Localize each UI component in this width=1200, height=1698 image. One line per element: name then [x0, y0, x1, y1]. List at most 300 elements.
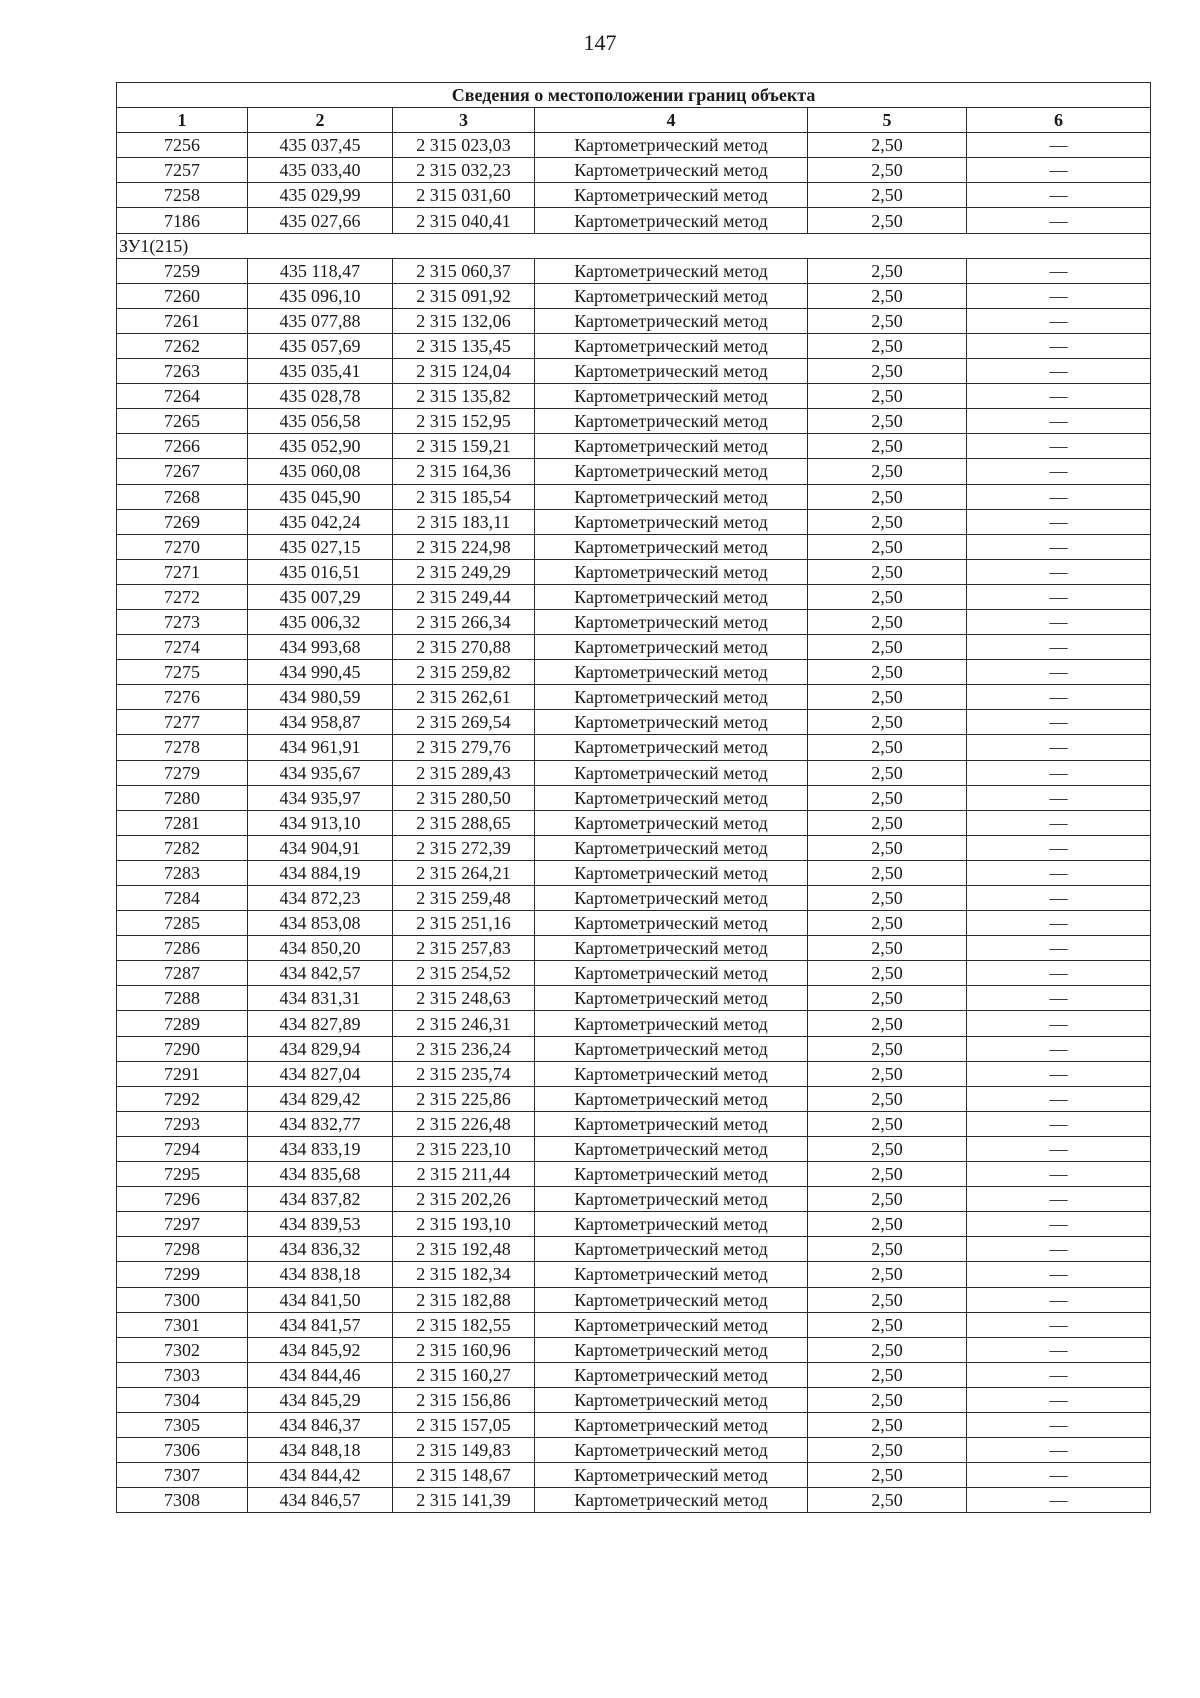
description-cell: — [967, 384, 1151, 409]
description-cell: — [967, 635, 1151, 660]
column-header-1: 1 [117, 108, 248, 133]
point-number-cell: 7257 [117, 158, 248, 183]
y-coordinate-cell: 2 315 031,60 [393, 183, 535, 208]
table-row [117, 534, 1151, 559]
description-cell: — [967, 333, 1151, 358]
accuracy-cell: 2,50 [808, 685, 967, 710]
method-cell: Картометрический метод [535, 660, 808, 685]
method-cell: Картометрический метод [535, 835, 808, 860]
y-coordinate-cell: 2 315 182,34 [393, 1262, 535, 1287]
point-number-cell: 7186 [117, 208, 248, 233]
x-coordinate-cell: 434 844,42 [248, 1463, 393, 1488]
y-coordinate-cell: 2 315 259,48 [393, 886, 535, 911]
x-coordinate-cell: 434 961,91 [248, 735, 393, 760]
x-coordinate-cell: 435 006,32 [248, 609, 393, 634]
accuracy-cell: 2,50 [808, 961, 967, 986]
point-number-cell: 7263 [117, 359, 248, 384]
description-cell: — [967, 886, 1151, 911]
description-cell: — [967, 1412, 1151, 1437]
table-row [117, 735, 1151, 760]
table-row [117, 911, 1151, 936]
table-row [117, 1237, 1151, 1262]
point-number-cell: 7281 [117, 810, 248, 835]
accuracy-cell: 2,50 [808, 359, 967, 384]
x-coordinate-cell: 434 980,59 [248, 685, 393, 710]
table-row [117, 484, 1151, 509]
table-row [117, 1262, 1151, 1287]
table-row [117, 986, 1151, 1011]
table-row [117, 1086, 1151, 1111]
method-cell: Картометрический метод [535, 1061, 808, 1086]
method-cell: Картометрический метод [535, 1011, 808, 1036]
table-row [117, 409, 1151, 434]
point-number-cell: 7285 [117, 911, 248, 936]
method-cell: Картометрический метод [535, 1488, 808, 1513]
table-row [117, 961, 1151, 986]
point-number-cell: 7258 [117, 183, 248, 208]
table-row [117, 283, 1151, 308]
x-coordinate-cell: 435 096,10 [248, 283, 393, 308]
x-coordinate-cell: 435 033,40 [248, 158, 393, 183]
y-coordinate-cell: 2 315 226,48 [393, 1111, 535, 1136]
point-number-cell: 7268 [117, 484, 248, 509]
x-coordinate-cell: 435 028,78 [248, 384, 393, 409]
table-row [117, 1337, 1151, 1362]
method-cell: Картометрический метод [535, 1111, 808, 1136]
y-coordinate-cell: 2 315 141,39 [393, 1488, 535, 1513]
point-number-cell: 7282 [117, 835, 248, 860]
y-coordinate-cell: 2 315 280,50 [393, 785, 535, 810]
page-number: 147 [583, 30, 617, 55]
table-row [117, 810, 1151, 835]
point-number-cell: 7270 [117, 534, 248, 559]
x-coordinate-cell: 434 935,67 [248, 760, 393, 785]
description-cell: — [967, 760, 1151, 785]
column-header-6: 6 [967, 108, 1151, 133]
accuracy-cell: 2,50 [808, 1412, 967, 1437]
accuracy-cell: 2,50 [808, 1111, 967, 1136]
table-row [117, 1412, 1151, 1437]
y-coordinate-cell: 2 315 224,98 [393, 534, 535, 559]
x-coordinate-cell: 434 993,68 [248, 635, 393, 660]
x-coordinate-cell: 435 077,88 [248, 308, 393, 333]
accuracy-cell: 2,50 [808, 1136, 967, 1161]
accuracy-cell: 2,50 [808, 484, 967, 509]
method-cell: Картометрический метод [535, 860, 808, 885]
y-coordinate-cell: 2 315 182,88 [393, 1287, 535, 1312]
description-cell: — [967, 660, 1151, 685]
accuracy-cell: 2,50 [808, 1438, 967, 1463]
table-row [117, 936, 1151, 961]
accuracy-cell: 2,50 [808, 183, 967, 208]
point-number-cell: 7287 [117, 961, 248, 986]
method-cell: Картометрический метод [535, 685, 808, 710]
method-cell: Картометрический метод [535, 584, 808, 609]
table-row [117, 509, 1151, 534]
method-cell: Картометрический метод [535, 760, 808, 785]
description-cell: — [967, 1488, 1151, 1513]
table-row [117, 434, 1151, 459]
y-coordinate-cell: 2 315 211,44 [393, 1162, 535, 1187]
accuracy-cell: 2,50 [808, 1061, 967, 1086]
table-row [117, 785, 1151, 810]
table-row [117, 459, 1151, 484]
y-coordinate-cell: 2 315 225,86 [393, 1086, 535, 1111]
y-coordinate-cell: 2 315 160,27 [393, 1362, 535, 1387]
table-head [117, 83, 1151, 133]
accuracy-cell: 2,50 [808, 559, 967, 584]
point-number-cell: 7305 [117, 1412, 248, 1437]
x-coordinate-cell: 434 850,20 [248, 936, 393, 961]
point-number-cell: 7271 [117, 559, 248, 584]
table-row [117, 559, 1151, 584]
description-cell: — [967, 1162, 1151, 1187]
table-row [117, 1136, 1151, 1161]
point-number-cell: 7298 [117, 1237, 248, 1262]
method-cell: Картометрический метод [535, 459, 808, 484]
x-coordinate-cell: 434 844,46 [248, 1362, 393, 1387]
description-cell: — [967, 1438, 1151, 1463]
table-row [117, 835, 1151, 860]
x-coordinate-cell: 434 829,94 [248, 1036, 393, 1061]
method-cell: Картометрический метод [535, 936, 808, 961]
method-cell: Картометрический метод [535, 158, 808, 183]
y-coordinate-cell: 2 315 091,92 [393, 283, 535, 308]
method-cell: Картометрический метод [535, 609, 808, 634]
accuracy-cell: 2,50 [808, 1086, 967, 1111]
description-cell: — [967, 735, 1151, 760]
y-coordinate-cell: 2 315 159,21 [393, 434, 535, 459]
accuracy-cell: 2,50 [808, 609, 967, 634]
x-coordinate-cell: 434 835,68 [248, 1162, 393, 1187]
point-number-cell: 7272 [117, 584, 248, 609]
y-coordinate-cell: 2 315 251,16 [393, 911, 535, 936]
method-cell: Картометрический метод [535, 559, 808, 584]
table-row [117, 660, 1151, 685]
table-row [117, 183, 1151, 208]
method-cell: Картометрический метод [535, 1187, 808, 1212]
table-row [117, 1061, 1151, 1086]
x-coordinate-cell: 434 832,77 [248, 1111, 393, 1136]
y-coordinate-cell: 2 315 135,82 [393, 384, 535, 409]
accuracy-cell: 2,50 [808, 1312, 967, 1337]
point-number-cell: 7276 [117, 685, 248, 710]
y-coordinate-cell: 2 315 124,04 [393, 359, 535, 384]
accuracy-cell: 2,50 [808, 986, 967, 1011]
point-number-cell: 7267 [117, 459, 248, 484]
method-cell: Картометрический метод [535, 1337, 808, 1362]
accuracy-cell: 2,50 [808, 785, 967, 810]
accuracy-cell: 2,50 [808, 308, 967, 333]
method-cell: Картометрический метод [535, 434, 808, 459]
description-cell: — [967, 158, 1151, 183]
description-cell: — [967, 534, 1151, 559]
y-coordinate-cell: 2 315 152,95 [393, 409, 535, 434]
x-coordinate-cell: 435 016,51 [248, 559, 393, 584]
table-row [117, 384, 1151, 409]
accuracy-cell: 2,50 [808, 1187, 967, 1212]
table-row [117, 1362, 1151, 1387]
table-row [117, 1463, 1151, 1488]
x-coordinate-cell: 434 884,19 [248, 860, 393, 885]
method-cell: Картометрический метод [535, 133, 808, 158]
description-cell: — [967, 484, 1151, 509]
method-cell: Картометрический метод [535, 384, 808, 409]
accuracy-cell: 2,50 [808, 710, 967, 735]
method-cell: Картометрический метод [535, 183, 808, 208]
method-cell: Картометрический метод [535, 1412, 808, 1437]
point-number-cell: 7289 [117, 1011, 248, 1036]
method-cell: Картометрический метод [535, 283, 808, 308]
accuracy-cell: 2,50 [808, 1011, 967, 1036]
boundary-coordinates-table [116, 82, 1151, 1513]
table-row [117, 158, 1151, 183]
point-number-cell: 7256 [117, 133, 248, 158]
method-cell: Картометрический метод [535, 258, 808, 283]
point-number-cell: 7290 [117, 1036, 248, 1061]
y-coordinate-cell: 2 315 264,21 [393, 860, 535, 885]
method-cell: Картометрический метод [535, 1086, 808, 1111]
table-row [117, 1387, 1151, 1412]
description-cell: — [967, 1387, 1151, 1412]
table-body [117, 133, 1151, 1513]
x-coordinate-cell: 434 836,32 [248, 1237, 393, 1262]
y-coordinate-cell: 2 315 246,31 [393, 1011, 535, 1036]
x-coordinate-cell: 435 045,90 [248, 484, 393, 509]
description-cell: — [967, 961, 1151, 986]
section-label: ЗУ1(215) [117, 233, 1151, 258]
point-number-cell: 7293 [117, 1111, 248, 1136]
y-coordinate-cell: 2 315 269,54 [393, 710, 535, 735]
table-row [117, 860, 1151, 885]
point-number-cell: 7291 [117, 1061, 248, 1086]
section-row [117, 233, 1151, 258]
table-title: Сведения о местоположении границ объекта [117, 83, 1151, 108]
accuracy-cell: 2,50 [808, 860, 967, 885]
x-coordinate-cell: 434 838,18 [248, 1262, 393, 1287]
description-cell: — [967, 1111, 1151, 1136]
point-number-cell: 7302 [117, 1337, 248, 1362]
x-coordinate-cell: 434 841,50 [248, 1287, 393, 1312]
x-coordinate-cell: 434 935,97 [248, 785, 393, 810]
point-number-cell: 7262 [117, 333, 248, 358]
y-coordinate-cell: 2 315 254,52 [393, 961, 535, 986]
point-number-cell: 7260 [117, 283, 248, 308]
method-cell: Картометрический метод [535, 810, 808, 835]
accuracy-cell: 2,50 [808, 810, 967, 835]
description-cell: — [967, 1086, 1151, 1111]
point-number-cell: 7269 [117, 509, 248, 534]
table-row [117, 886, 1151, 911]
accuracy-cell: 2,50 [808, 584, 967, 609]
description-cell: — [967, 835, 1151, 860]
x-coordinate-cell: 434 833,19 [248, 1136, 393, 1161]
table-row [117, 1111, 1151, 1136]
x-coordinate-cell: 434 853,08 [248, 911, 393, 936]
description-cell: — [967, 1011, 1151, 1036]
method-cell: Картометрический метод [535, 1312, 808, 1337]
column-header-5: 5 [808, 108, 967, 133]
y-coordinate-cell: 2 315 156,86 [393, 1387, 535, 1412]
description-cell: — [967, 459, 1151, 484]
description-cell: — [967, 1312, 1151, 1337]
method-cell: Картометрический метод [535, 534, 808, 559]
point-number-cell: 7294 [117, 1136, 248, 1161]
y-coordinate-cell: 2 315 279,76 [393, 735, 535, 760]
accuracy-cell: 2,50 [808, 1463, 967, 1488]
accuracy-cell: 2,50 [808, 509, 967, 534]
y-coordinate-cell: 2 315 248,63 [393, 986, 535, 1011]
point-number-cell: 7266 [117, 434, 248, 459]
y-coordinate-cell: 2 315 148,67 [393, 1463, 535, 1488]
description-cell: — [967, 208, 1151, 233]
column-header-2: 2 [248, 108, 393, 133]
y-coordinate-cell: 2 315 040,41 [393, 208, 535, 233]
table-row [117, 1011, 1151, 1036]
description-cell: — [967, 1036, 1151, 1061]
accuracy-cell: 2,50 [808, 835, 967, 860]
table-row [117, 1312, 1151, 1337]
accuracy-cell: 2,50 [808, 1212, 967, 1237]
y-coordinate-cell: 2 315 185,54 [393, 484, 535, 509]
table-row [117, 760, 1151, 785]
accuracy-cell: 2,50 [808, 283, 967, 308]
x-coordinate-cell: 434 845,92 [248, 1337, 393, 1362]
description-cell: — [967, 710, 1151, 735]
point-number-cell: 7278 [117, 735, 248, 760]
point-number-cell: 7301 [117, 1312, 248, 1337]
method-cell: Картометрический метод [535, 986, 808, 1011]
point-number-cell: 7279 [117, 760, 248, 785]
x-coordinate-cell: 434 904,91 [248, 835, 393, 860]
description-cell: — [967, 1237, 1151, 1262]
point-number-cell: 7288 [117, 986, 248, 1011]
x-coordinate-cell: 435 118,47 [248, 258, 393, 283]
x-coordinate-cell: 434 913,10 [248, 810, 393, 835]
table-row [117, 258, 1151, 283]
method-cell: Картометрический метод [535, 1387, 808, 1412]
point-number-cell: 7264 [117, 384, 248, 409]
description-cell: — [967, 283, 1151, 308]
y-coordinate-cell: 2 315 032,23 [393, 158, 535, 183]
accuracy-cell: 2,50 [808, 459, 967, 484]
accuracy-cell: 2,50 [808, 434, 967, 459]
table-row [117, 333, 1151, 358]
y-coordinate-cell: 2 315 289,43 [393, 760, 535, 785]
description-cell: — [967, 1287, 1151, 1312]
y-coordinate-cell: 2 315 270,88 [393, 635, 535, 660]
method-cell: Картометрический метод [535, 409, 808, 434]
accuracy-cell: 2,50 [808, 936, 967, 961]
accuracy-cell: 2,50 [808, 534, 967, 559]
x-coordinate-cell: 434 845,29 [248, 1387, 393, 1412]
description-cell: — [967, 359, 1151, 384]
x-coordinate-cell: 435 035,41 [248, 359, 393, 384]
accuracy-cell: 2,50 [808, 208, 967, 233]
method-cell: Картометрический метод [535, 333, 808, 358]
y-coordinate-cell: 2 315 262,61 [393, 685, 535, 710]
table-row [117, 133, 1151, 158]
x-coordinate-cell: 435 060,08 [248, 459, 393, 484]
y-coordinate-cell: 2 315 149,83 [393, 1438, 535, 1463]
point-number-cell: 7303 [117, 1362, 248, 1387]
description-cell: — [967, 860, 1151, 885]
description-cell: — [967, 1362, 1151, 1387]
x-coordinate-cell: 435 027,15 [248, 534, 393, 559]
accuracy-cell: 2,50 [808, 735, 967, 760]
table-row [117, 1187, 1151, 1212]
y-coordinate-cell: 2 315 157,05 [393, 1412, 535, 1437]
table-row [117, 208, 1151, 233]
accuracy-cell: 2,50 [808, 384, 967, 409]
description-cell: — [967, 1463, 1151, 1488]
point-number-cell: 7297 [117, 1212, 248, 1237]
point-number-cell: 7292 [117, 1086, 248, 1111]
x-coordinate-cell: 434 827,89 [248, 1011, 393, 1036]
x-coordinate-cell: 434 837,82 [248, 1187, 393, 1212]
point-number-cell: 7280 [117, 785, 248, 810]
description-cell: — [967, 986, 1151, 1011]
point-number-cell: 7299 [117, 1262, 248, 1287]
description-cell: — [967, 509, 1151, 534]
x-coordinate-cell: 435 007,29 [248, 584, 393, 609]
x-coordinate-cell: 434 831,31 [248, 986, 393, 1011]
y-coordinate-cell: 2 315 202,26 [393, 1187, 535, 1212]
accuracy-cell: 2,50 [808, 1387, 967, 1412]
y-coordinate-cell: 2 315 164,36 [393, 459, 535, 484]
accuracy-cell: 2,50 [808, 1337, 967, 1362]
description-cell: — [967, 1262, 1151, 1287]
accuracy-cell: 2,50 [808, 886, 967, 911]
table-row [117, 635, 1151, 660]
description-cell: — [967, 133, 1151, 158]
accuracy-cell: 2,50 [808, 635, 967, 660]
description-cell: — [967, 810, 1151, 835]
point-number-cell: 7261 [117, 308, 248, 333]
method-cell: Картометрический метод [535, 1262, 808, 1287]
y-coordinate-cell: 2 315 223,10 [393, 1136, 535, 1161]
method-cell: Картометрический метод [535, 1162, 808, 1187]
description-cell: — [967, 183, 1151, 208]
accuracy-cell: 2,50 [808, 1162, 967, 1187]
table-row [117, 308, 1151, 333]
x-coordinate-cell: 434 958,87 [248, 710, 393, 735]
x-coordinate-cell: 434 872,23 [248, 886, 393, 911]
x-coordinate-cell: 435 052,90 [248, 434, 393, 459]
y-coordinate-cell: 2 315 272,39 [393, 835, 535, 860]
description-cell: — [967, 308, 1151, 333]
x-coordinate-cell: 434 829,42 [248, 1086, 393, 1111]
description-cell: — [967, 1337, 1151, 1362]
y-coordinate-cell: 2 315 235,74 [393, 1061, 535, 1086]
method-cell: Картометрический метод [535, 1287, 808, 1312]
table-row [117, 1488, 1151, 1513]
method-cell: Картометрический метод [535, 635, 808, 660]
method-cell: Картометрический метод [535, 1438, 808, 1463]
point-number-cell: 7259 [117, 258, 248, 283]
description-cell: — [967, 1136, 1151, 1161]
x-coordinate-cell: 434 846,57 [248, 1488, 393, 1513]
y-coordinate-cell: 2 315 060,37 [393, 258, 535, 283]
y-coordinate-cell: 2 315 132,06 [393, 308, 535, 333]
point-number-cell: 7274 [117, 635, 248, 660]
y-coordinate-cell: 2 315 182,55 [393, 1312, 535, 1337]
description-cell: — [967, 785, 1151, 810]
description-cell: — [967, 911, 1151, 936]
x-coordinate-cell: 434 842,57 [248, 961, 393, 986]
accuracy-cell: 2,50 [808, 1262, 967, 1287]
point-number-cell: 7283 [117, 860, 248, 885]
